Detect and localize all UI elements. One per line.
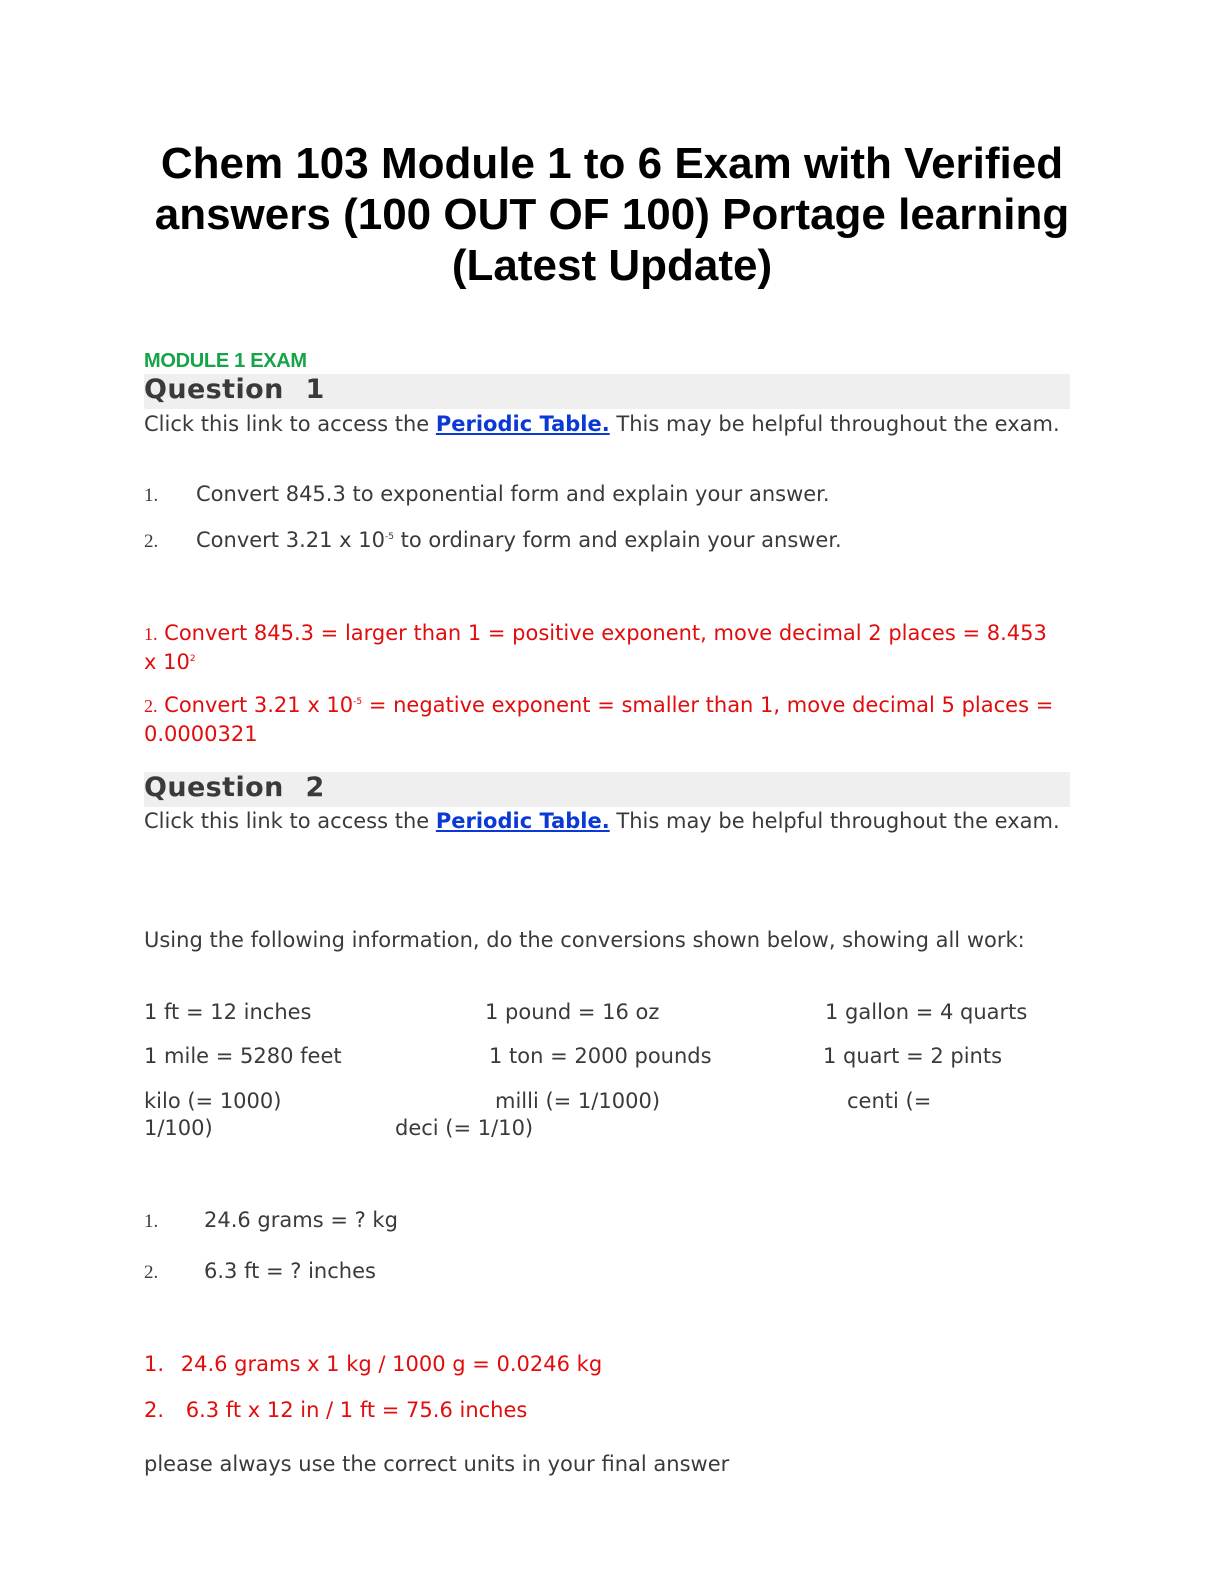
question-2-intro-before: Click this link to access the: [144, 809, 436, 833]
question-2-instruction: Using the following information, do the conversions shown below, showing all work:: [144, 928, 1025, 952]
question-1-answer-2: [144, 691, 1064, 748]
question-1-answer-1: [144, 619, 1064, 676]
answer-number: 1.: [144, 1352, 165, 1376]
question-2-intro-after: This may be helpful throughout the exam.: [609, 809, 1060, 833]
fact-deci: deci (= 1/10): [395, 1116, 534, 1140]
units-note: please always use the correct units in your final answer: [144, 1452, 730, 1476]
exponent: -5: [353, 697, 363, 707]
item-text: Convert 845.3 to exponential form and explain your answer.: [196, 482, 830, 506]
answer-text: Convert 3.21 x 10: [157, 693, 354, 717]
question-1-intro-after: This may be helpful throughout the exam.: [609, 412, 1060, 436]
item-text-part: to ordinary form and explain your answer.: [393, 528, 842, 552]
document-title: Chem 103 Module 1 to 6 Exam with Verified answers (100 OUT OF 100) Portage learning (Latest Update): [154, 139, 1070, 290]
fact-gallon-quarts: 1 gallon = 4 quarts: [825, 1000, 1028, 1024]
answer-number: 1.: [144, 624, 158, 644]
answer-number: 2.: [144, 1398, 165, 1422]
question-2-answer-1: [144, 1350, 602, 1378]
exponent: 2: [189, 654, 196, 664]
answer-text: 6.3 ft x 12 in / 1 ft = 75.6 inches: [185, 1398, 528, 1422]
item-number: 1.: [144, 485, 159, 506]
fact-mile-feet: 1 mile = 5280 feet: [144, 1044, 342, 1068]
fact-centi-value: 1/100): [144, 1116, 213, 1140]
fact-ft-inches: 1 ft = 12 inches: [144, 1000, 312, 1024]
item-number: 1.: [144, 1211, 159, 1232]
answer-number: 2.: [144, 696, 158, 716]
item-text: 24.6 grams = ? kg: [204, 1208, 398, 1232]
question-1-intro: [144, 410, 1064, 438]
exponent: -5: [384, 532, 394, 542]
module-label: MODULE 1 EXAM: [144, 350, 307, 372]
fact-ton-pounds: 1 ton = 2000 pounds: [489, 1044, 712, 1068]
question-2-answer-2: [144, 1396, 527, 1424]
item-number: 2.: [144, 1262, 159, 1283]
item-text: 6.3 ft = ? inches: [204, 1259, 376, 1283]
answer-text: 24.6 grams x 1 kg / 1000 g = 0.0246 kg: [180, 1352, 603, 1376]
fact-pound-oz: 1 pound = 16 oz: [485, 1000, 660, 1024]
answer-text: = negative exponent = smaller than 1, move decimal 5 places = 0.0000321: [144, 693, 1054, 746]
question-2-intro: [144, 807, 1064, 835]
question-2-heading: Question 2: [144, 772, 325, 803]
fact-centi: centi (=: [847, 1089, 932, 1113]
question-1-heading: Question 1: [144, 374, 325, 405]
fact-kilo: kilo (= 1000): [144, 1089, 282, 1113]
item-text-part: Convert 3.21 x 10: [196, 528, 385, 552]
question-1-intro-before: Click this link to access the: [144, 412, 436, 436]
item-number: 2.: [144, 531, 159, 552]
periodic-table-link[interactable]: Periodic Table.: [435, 809, 610, 833]
fact-milli: milli (= 1/1000): [495, 1089, 661, 1113]
answer-text: Convert 845.3 = larger than 1 = positive exponent, move decimal 2 places = 8.453 x 10: [144, 621, 1047, 674]
periodic-table-link[interactable]: Periodic Table.: [435, 412, 610, 436]
fact-quart-pints: 1 quart = 2 pints: [823, 1044, 1003, 1068]
item-text: [196, 528, 842, 552]
